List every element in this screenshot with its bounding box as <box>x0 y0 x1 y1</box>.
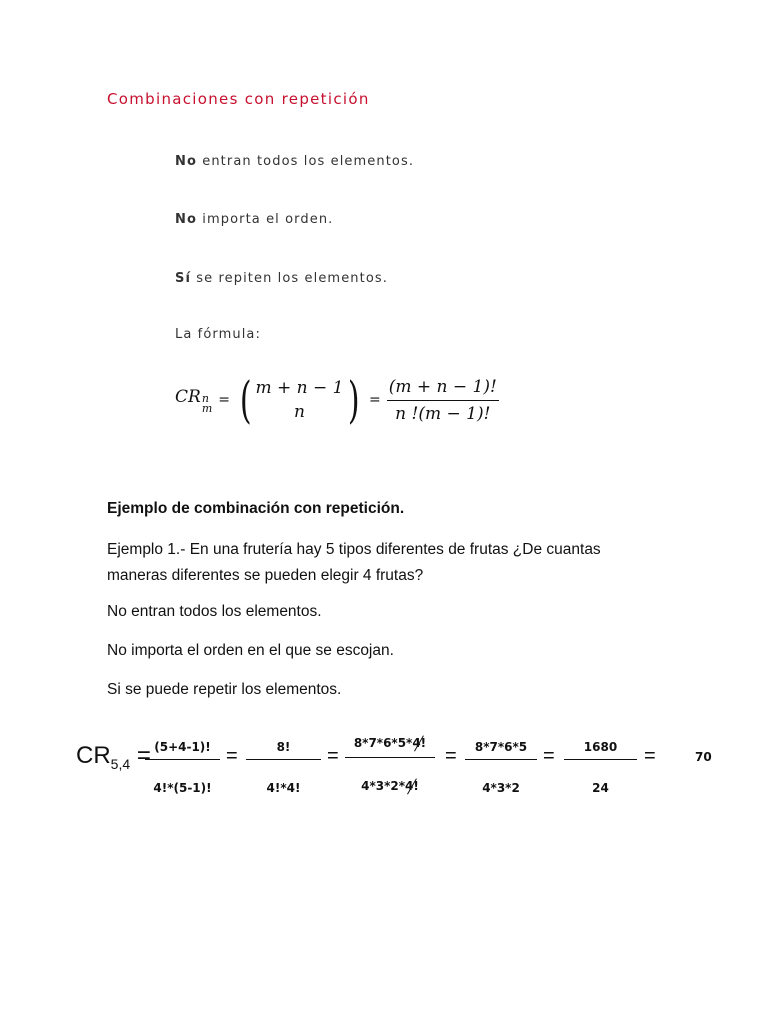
formula-sub: m <box>201 401 213 415</box>
rule-item <box>175 212 333 227</box>
calc-lhs-symbol: CR <box>76 742 111 769</box>
formula-lhs <box>175 387 212 414</box>
calc-denominator: 4!*(5-1)! <box>153 781 212 795</box>
example-line: No importa el orden en el que se escojan. <box>107 642 394 659</box>
cancelled-factor: 4! <box>405 779 419 793</box>
paren-right: ) <box>347 371 360 429</box>
formula-sup: n <box>201 391 209 405</box>
calc-fraction <box>345 738 435 798</box>
formula-equals: = <box>218 392 230 408</box>
fraction-bar <box>246 759 321 760</box>
rule-bold: No <box>175 212 198 227</box>
example-line: Ejemplo 1.- En una frutería hay 5 tipos diferentes de frutas ¿De cuantas <box>107 541 601 558</box>
formula-equals: = <box>369 392 381 408</box>
calc-fraction <box>145 738 220 798</box>
numerator-part: 8*7*6*5* <box>353 736 413 750</box>
calc-denominator <box>345 779 435 793</box>
fraction-numerator: (m + n − 1)! <box>387 377 499 401</box>
fraction-bar <box>145 759 220 760</box>
calc-equals: = <box>136 742 151 769</box>
formula <box>175 370 499 430</box>
formula-label: La fórmula: <box>175 327 261 342</box>
calc-denominator: 4*3*2 <box>482 781 520 795</box>
calc-lhs-sub: 5,4 <box>110 755 131 772</box>
rule-item <box>175 271 388 286</box>
example-line: No entran todos los elementos. <box>107 603 322 620</box>
calc-numerator: (5+4-1)! <box>154 740 211 754</box>
fraction-bar <box>345 757 435 758</box>
formula-indices <box>201 391 213 415</box>
calc-denominator: 4!*4! <box>266 781 301 795</box>
calc-numerator: 1680 <box>583 740 618 754</box>
binomial-top: m + n − 1 <box>255 378 344 398</box>
calc-denominator: 24 <box>592 781 609 795</box>
fraction-denominator: n !(m − 1)! <box>395 403 491 424</box>
calc-fraction <box>564 738 637 798</box>
formula-fraction <box>387 377 499 424</box>
rule-text: se repiten los elementos. <box>191 271 388 286</box>
rule-text: importa el orden. <box>197 212 334 227</box>
calc-equals: = <box>327 745 339 767</box>
calc-fraction <box>465 738 537 798</box>
binomial-stack <box>256 376 344 424</box>
section-title: Combinaciones con repetición <box>107 90 370 108</box>
binomial-bottom: n <box>294 402 305 422</box>
denominator-part: 4*3*2* <box>361 779 406 793</box>
calc-equals: = <box>445 745 457 767</box>
rule-bold: Sí <box>175 271 192 286</box>
calc-lhs <box>76 742 151 772</box>
rule-item <box>175 154 414 169</box>
calc-equals: = <box>644 745 656 767</box>
cancelled-factor: 4! <box>412 736 427 750</box>
calc-fraction <box>246 738 321 798</box>
calc-equals: = <box>226 745 238 767</box>
example-line: Si se puede repetir los elementos. <box>107 681 342 698</box>
fraction-bar <box>465 759 537 760</box>
paren-left: ( <box>239 371 252 429</box>
calc-numerator: 8! <box>276 740 291 754</box>
example-line: maneras diferentes se pueden elegir 4 frutas? <box>107 567 424 584</box>
calc-result: 70 <box>695 750 712 764</box>
rule-bold: No <box>175 154 198 169</box>
binomial <box>236 371 363 429</box>
calc-numerator: 8*7*6*5 <box>474 740 528 754</box>
calc-numerator <box>345 736 435 750</box>
example-heading: Ejemplo de combinación con repetición. <box>107 500 405 517</box>
rule-text: entran todos los elementos. <box>197 154 415 169</box>
formula-lhs-symbol: CR <box>175 386 201 407</box>
calc-equals: = <box>543 745 555 767</box>
fraction-bar <box>564 759 637 760</box>
